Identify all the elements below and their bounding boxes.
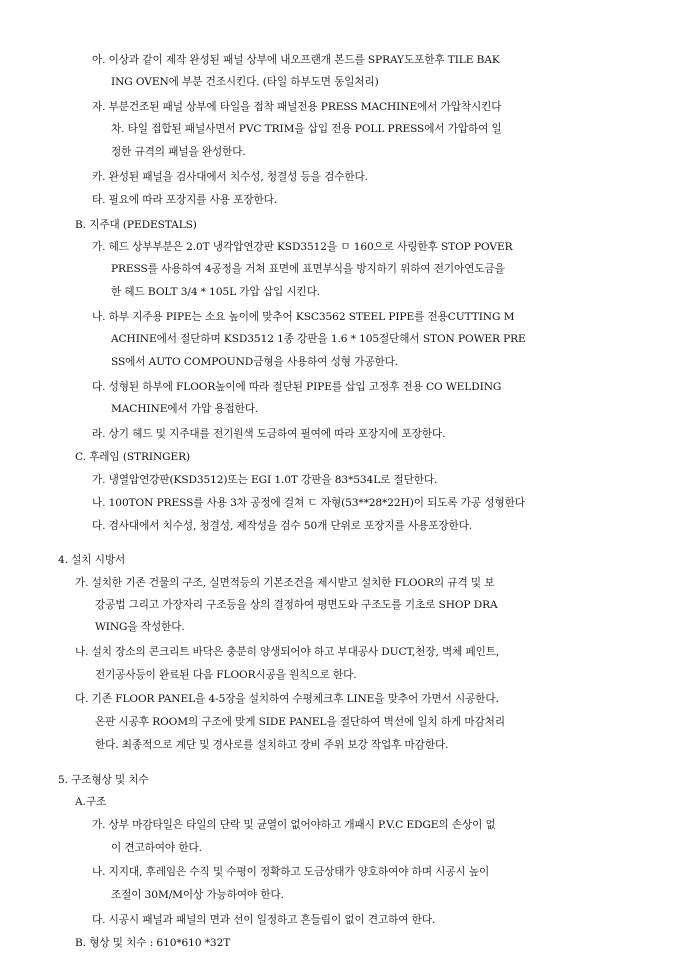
text-line: 다. 시공시 패널과 패널의 면과 선이 일정하고 흔들림이 없이 견고하여 한다. xyxy=(92,914,436,926)
text-line: 가. 설치한 기존 건물의 구조, 실면적등의 기본조건을 제시받고 설치한 FLOOR의 규격 및 보 xyxy=(75,577,495,589)
text-line: 가. 냉열압연강판(KSD3512)또는 EGI 1.0T 강판을 83*534L로 절단한다. xyxy=(92,474,438,486)
text-line: 나. 설치 장소의 콘크리트 바닥은 충분히 양생되어야 하고 부대공사 DUCT,천장, 벽체 페인트, xyxy=(75,646,500,658)
section-heading: 4. 설치 시방서 xyxy=(58,554,126,566)
text-line: 다. 기존 FLOOR PANEL을 4-5장을 설치하여 수평체크후 LINE을 맞추어 가면서 시공한다. xyxy=(75,693,499,705)
text-line: 이 견고하여야 한다. xyxy=(111,842,202,854)
text-line: 나. 100TON PRESS를 사용 3차 공정에 걸쳐 ㄷ 자형(53**28*22H)이 되도록 가공 성형한다 xyxy=(92,497,525,509)
text-line: ING OVEN에 부분 건조시킨다. (타일 하부도면 동일처리) xyxy=(111,76,379,88)
text-line: 차. 타일 접합된 패널사면서 PVC TRIM을 삽입 전용 POLL PRESS에서 가압하여 일 xyxy=(111,123,502,135)
text-line: PRESS를 사용하여 4공정을 거쳐 표면에 표면부식을 방지하기 위하여 전기아연도금을 xyxy=(111,263,505,275)
text-line: 한 헤드 BOLT 3/4 * 105L 가압 삽입 시킨다. xyxy=(111,286,321,298)
text-line: 자. 부분건조된 패널 상부에 타일을 접착 패널전용 PRESS MACHINE에서 가압착시킨다 xyxy=(92,101,502,113)
section-heading: C. 후레임 (STRINGER) xyxy=(75,451,191,463)
text-line: WING을 작성한다. xyxy=(95,621,185,633)
text-line: 라. 상기 헤드 및 지주대를 전기원색 도금하여 필여에 따라 포장지에 포장한다. xyxy=(92,428,446,440)
text-line: 타. 필요에 따라 포장지를 사용 포장한다. xyxy=(92,194,278,206)
text-line: 조절이 30M/M이상 가능하여야 한다. xyxy=(111,889,284,901)
text-line: 아. 이상과 같이 제작 완성된 패널 상부에 내오프랜개 본드를 SPRAY도포한후 TILE BAK xyxy=(92,54,500,66)
text-line: 다. 검사대에서 치수성, 청결성, 제작성을 검수 50개 단위로 포장지를 사용포장한다. xyxy=(92,520,473,532)
text-line: 정한 규격의 패널을 완성한다. xyxy=(111,146,246,158)
text-line: MACHINE에서 가압 용접한다. xyxy=(111,403,259,415)
text-line: 한다. 최종적으로 계단 및 경사로를 설치하고 장비 주위 보강 작업후 마감한다. xyxy=(95,739,449,751)
text-line: 전기공사등이 완료된 다음 FLOOR시공을 원칙으로 한다. xyxy=(95,669,357,681)
text-line: 카. 완성된 패널을 검사대에서 치수성, 청결성 등을 검수한다. xyxy=(92,171,368,183)
text-line: 가. 상부 마감타일은 타일의 단락 및 균열이 없어야하고 개패시 P.V.C EDGE의 손상이 없 xyxy=(92,819,496,831)
text-line: 나. 지지대, 후레임은 수직 및 수평이 정확하고 도금상태가 양호하여야 하며 시공시 높이 xyxy=(92,866,490,878)
text-line: 나. 하부 지주용 PIPE는 소요 높이에 맞추어 KSC3562 STEEL PIPE를 전용CUTTING M xyxy=(92,311,515,323)
text-line: 강공법 그리고 가장자리 구조등을 상의 결정하여 평면도와 구조도를 기초로 SHOP DRA xyxy=(95,599,498,611)
section-heading: B. 형상 및 치수 : 610*610 *32T xyxy=(75,937,231,949)
section-heading: B. 지주대 (PEDESTALS) xyxy=(75,219,197,231)
text-line: 온판 시공후 ROOM의 구조에 맞게 SIDE PANEL을 절단하여 벽선에 일치 하게 마감처리 xyxy=(95,716,505,728)
text-line: ACHINE에서 절단하며 KSD3512 1종 강판을 1.6 * 105절단해서 STON POWER PRE xyxy=(111,333,526,345)
section-heading: 5. 구조형상 및 치수 xyxy=(58,774,149,786)
text-line: 다. 성형된 하부에 FLOOR높이에 따라 절단된 PIPE를 삽입 고정후 전용 CO WELDING xyxy=(92,381,502,393)
text-line: 가. 헤드 상부부분은 2.0T 냉각압연강판 KSD3512을 ㅁ 160으로 사링한후 STOP POVER xyxy=(92,241,513,253)
section-heading: A.구조 xyxy=(75,796,107,808)
text-line: SS에서 AUTO COMPOUND금형을 사용하여 성형 가공한다. xyxy=(111,356,399,368)
